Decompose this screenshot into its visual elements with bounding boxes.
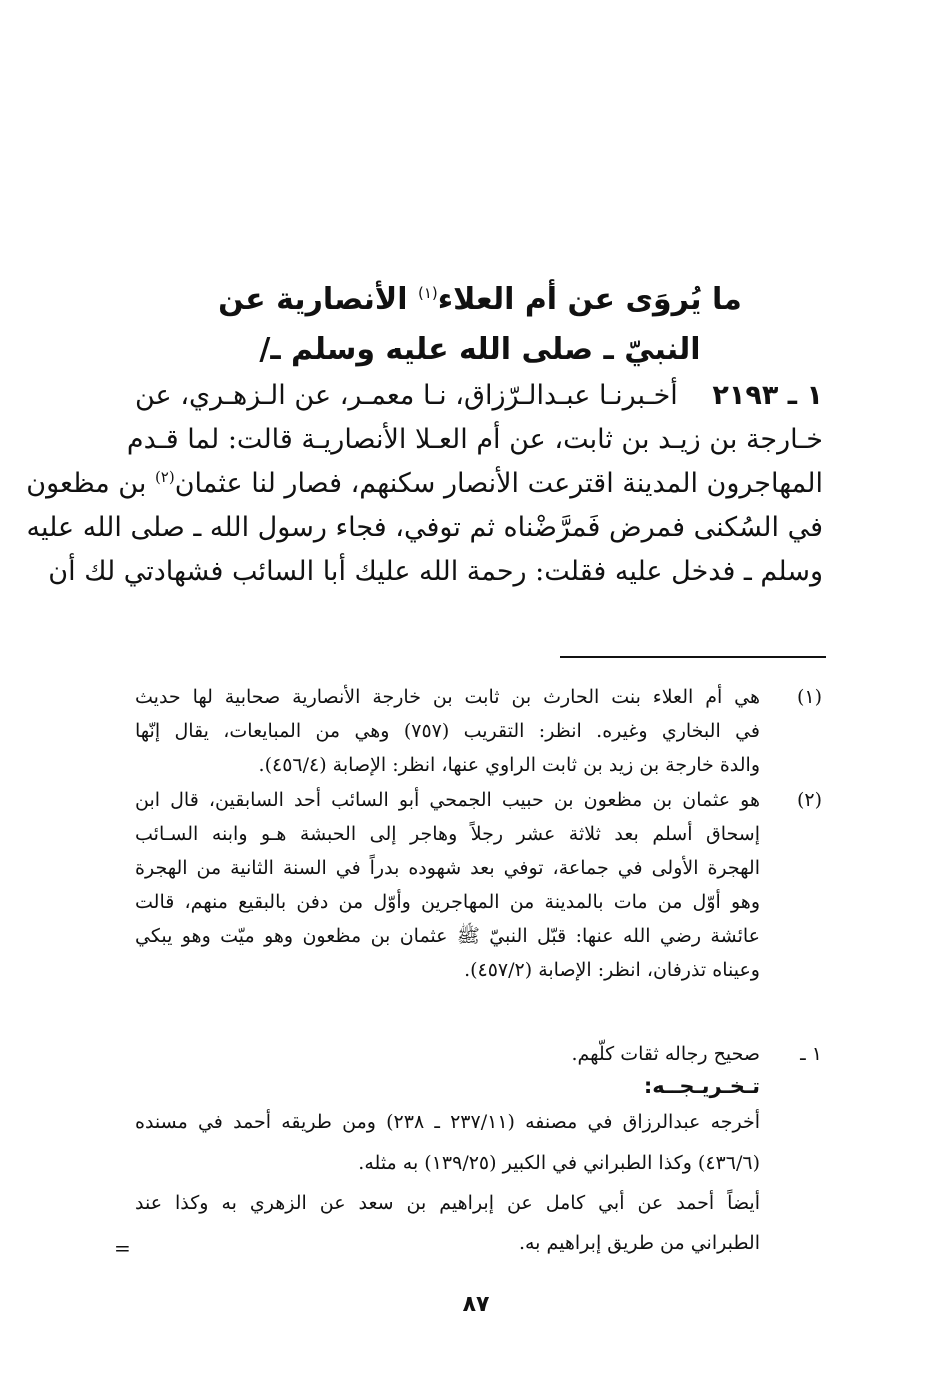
footnote-2-line: الهجرة الأولى في جماعة، توفي بعد شهوده بدراً في السنة الثانية من الهجرة [135,857,760,879]
hadith-text [678,380,713,411]
hadith-line-5: وسلم ـ فدخل عليه فقلت: رحمة الله عليك أبا السائب فشهادتي لك أن [48,556,823,587]
footnote-ref: (٢) [154,468,175,486]
takhrij-heading: تـخـريـجــه: [643,1074,760,1098]
footnote-2-line: إسحاق أسلم بعد ثلاثة عشر رجلاً وهاجر إلى الحبشة هـو وابنه السـائب [135,823,760,845]
page-number: ٨٧ [462,1292,490,1317]
title-text: الأنصارية عن [218,282,418,317]
footnote-2-line: وهو أوّل من مات بالمدينة من المهاجرين وأوّل من دفن بالبقيع منهم، قالت [135,891,760,913]
footnote-2-line: وعيناه تذرفان، انظر: الإصابة (٤٥٧/٢). [464,959,760,981]
title-text: ما يُروَى عن أم العلاء [437,282,742,317]
continuation-mark: = [114,1236,131,1260]
footnote-1-marker: (١) [796,686,822,708]
hadith-number: ١ ـ ٢١٩٣ [712,380,823,411]
footnote-1-line: هي أم العلاء بنت الحارث بن ثابت بن خارجة الأنصارية صحابية لها حديث [135,686,760,708]
hadith-line-1 [135,374,823,418]
footnote-2-line: هو عثمان بن مظعون بن حبيب الجمحي أبو السائب أحد السابقين، قال ابن [135,789,760,811]
footnote-1-line: والدة خارجة بن زيد بن ثابت الراوي عنها، انظر: الإصابة (٤٥٦/٤). [258,754,760,776]
grading-marker: ١ ـ [800,1043,822,1065]
hadith-line-4: في السُكنى فمرض فَمرَّضْناه ثم توفي، فجاء رسول الله ـ صلى الله عليه [26,512,823,543]
takhrij-line: الطبراني من طريق إبراهيم به. [518,1232,760,1254]
footnote-2-line: عائشة رضي الله عنها: قبّل النبيّ ﷺ عثمان بن مظعون وهو ميّت وهو يبكي [135,925,760,947]
hadith-line-3 [26,462,823,506]
grading-text: صحيح رجاله ثقات كلّهم. [571,1043,760,1065]
footnote-separator [560,656,826,658]
takhrij-line: أخرجه عبدالرزاق في مصنفه (٢٣٧/١١ ـ ٢٣٨) ومن طريقه أحمد في مسنده [135,1111,761,1133]
hadith-text: المهاجرون المدينة اقترعت الأنصار سكنهم، فصار لنا عثمان [174,468,823,499]
hadith-line-2: خـارجة بن زيـد بن ثابت، عن أم العـلا الأنصاريـة قالت: لما قـدم [126,424,823,455]
hadith-text: أخـبرنـا عبـدالـرّزاق، نـا معمـر، عن الـزهـري، عن [135,380,678,411]
footnote-ref: (١) [418,284,438,302]
footnote-2-marker: (٢) [796,789,822,811]
takhrij-line: أيضاً أحمد عن أبي كامل عن إبراهيم بن سعد عن الزهري به وكذا عند [135,1192,760,1214]
takhrij-line: (٤٣٦/٦) وكذا الطبراني في الكبير (١٣٩/٢٥) به مثله. [358,1152,760,1174]
footnote-1-line: في البخاري وغيره. انظر: التقريب (٧٥٧) وهي من المبايعات، يقال إنّها [135,720,760,742]
chapter-title-line-2: النبيّ ـ صلى الله عليه وسلم ـ/ [259,332,701,367]
hadith-text: بن مظعون [26,468,155,499]
chapter-title-line-1 [140,280,820,320]
